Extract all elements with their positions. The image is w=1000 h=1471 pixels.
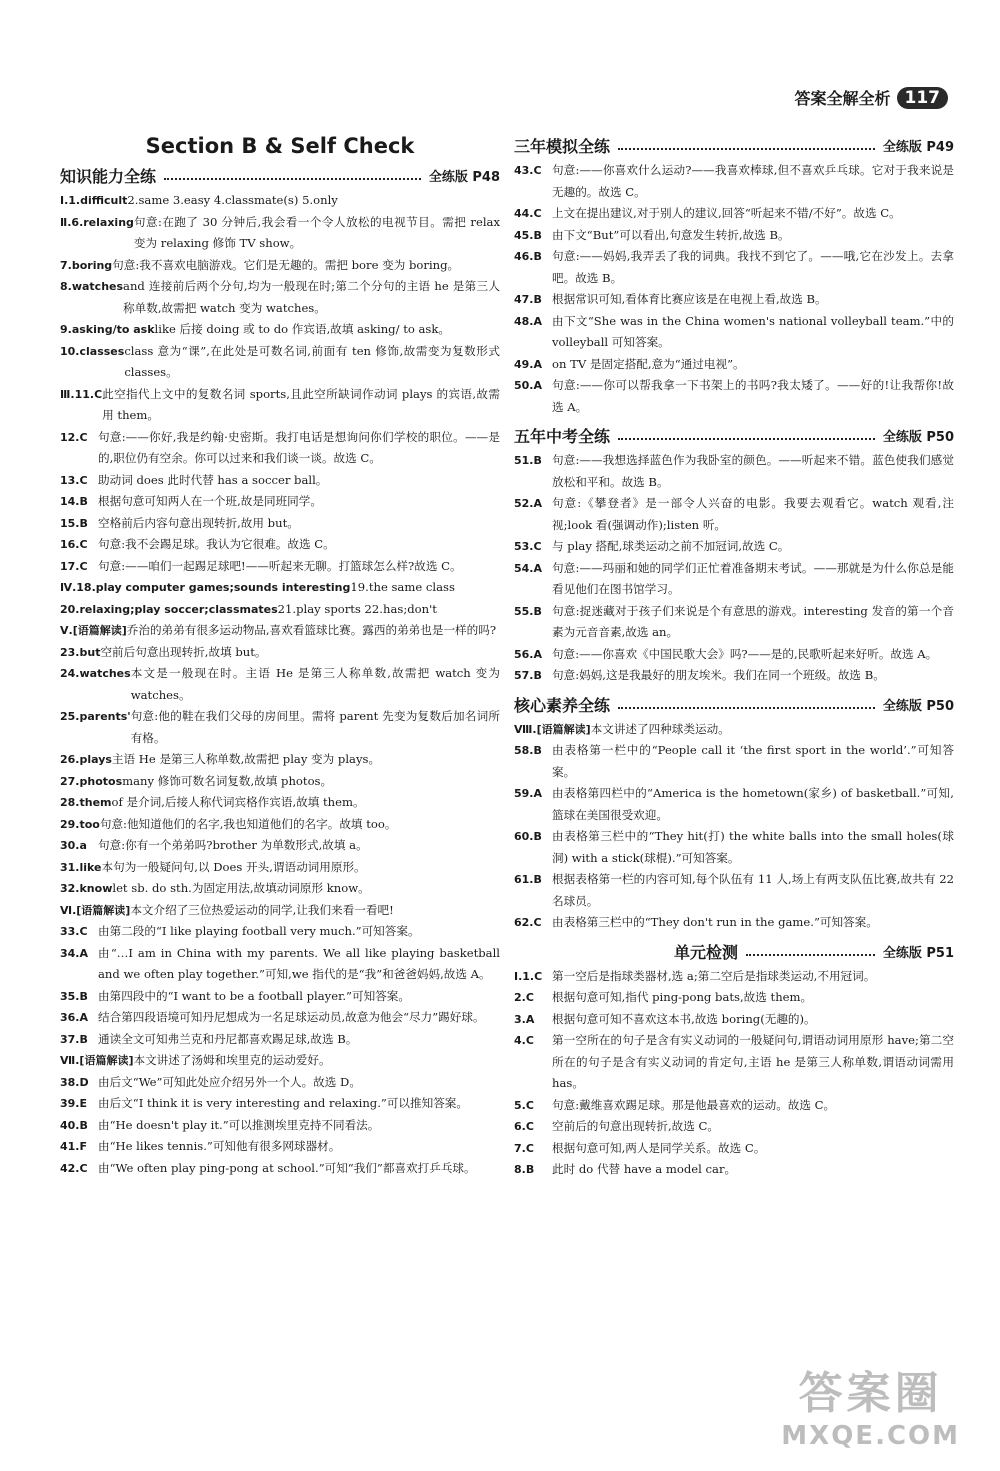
- answer-number: 62.C: [514, 916, 542, 929]
- answer-explanation: 本文是一般现在时。主语 He 是第三人称单数,故需把 watch 变为 watches。: [130, 666, 500, 702]
- section-header: [60, 164, 500, 187]
- answer-number: 25.parents': [60, 710, 131, 723]
- answer-entry: [514, 375, 954, 418]
- answer-number: 61.B: [514, 873, 542, 886]
- answer-entry: [60, 1093, 500, 1115]
- answer-explanation: 句意:在跑了 30 分钟后,我会看一个令人放松的电视节目。需把 relax 变为 relaxing 修饰 TV show。: [133, 214, 500, 250]
- answer-explanation: 此时 do 代替 have a model car。: [552, 1162, 737, 1176]
- answer-explanation: 句意:你有一个弟弟吗?brother 为单数形式,故填 a。: [98, 838, 368, 852]
- answer-number: Ⅰ.1.difficult: [60, 194, 128, 207]
- answer-entry: [60, 384, 500, 427]
- answer-entry: [60, 921, 500, 943]
- dotted-leader: [618, 431, 875, 440]
- answer-number: 33.C: [60, 925, 88, 938]
- answer-explanation: 主语 He 是第三人称单数,故需把 play 变为 plays。: [111, 752, 381, 766]
- answer-number: 45.B: [514, 228, 542, 242]
- answer-entry: [60, 190, 500, 212]
- dotted-leader: [746, 947, 875, 956]
- answer-explanation: 句意:——咱们一起踢足球吧!——听起来无聊。打篮球怎么样?故选 C。: [98, 558, 462, 573]
- answer-explanation: 句意:——我想选择蓝色作为我卧室的颜色。——听起来不错。蓝色使我们感觉放松和平和。故选 B。: [552, 453, 954, 489]
- section-name: 单元检测: [674, 942, 739, 962]
- answer-entry: [60, 513, 500, 535]
- answer-number: 36.A: [60, 1011, 88, 1024]
- answer-explanation: 根据表格第一栏的内容可知,每个队伍有 11 人,场上有两支队伍比赛,故共有 22 名球员。: [552, 872, 954, 908]
- answer-explanation: 句意:——你可以帮我拿一下书架上的书吗?我太矮了。——好的!让我帮你!故选 A。: [552, 378, 954, 414]
- answer-number: 56.A: [514, 647, 542, 661]
- answer-entry: [514, 558, 954, 601]
- answer-explanation: 句意:《攀登者》是一部令人兴奋的电影。我要去观看它。watch 观看,注视;look 看(强调动作);listen 听。: [552, 496, 954, 532]
- answer-number: 48.A: [514, 314, 542, 328]
- answer-number: 50.A: [514, 379, 542, 392]
- answer-explanation: 由后文“We”可知此处应介绍另外一个人。故选 D。: [98, 1074, 361, 1089]
- answer-explanation: 由表格第四栏中的“America is the hometown(家乡) of basketball.”可知,篮球在美国很受欢迎。: [552, 786, 954, 822]
- answer-entry: [60, 1115, 500, 1137]
- answer-number: 17.C: [60, 559, 88, 573]
- section-page-ref: 全练版 P51: [882, 945, 954, 961]
- answer-explanation: like 后接 doing 或 to do 作宾语,故填 asking/ to ask。: [154, 322, 451, 336]
- answer-number: Ⅵ.[语篇解读]: [60, 903, 131, 917]
- answer-explanation: 本文讲述了汤姆和埃里克的运动爱好。: [133, 1053, 331, 1067]
- answer-entry: [514, 203, 954, 225]
- answer-explanation: 由下文“She was in the China women's national volleyball team.”中的 volleyball 可知答案。: [552, 313, 954, 349]
- answer-explanation: 由“…I am in China with my parents. We all like playing basketball and we often play together.”可知,we 指代的是“我”和爸爸妈妈,故选 A。: [98, 945, 500, 981]
- answer-entry: [514, 289, 954, 311]
- answer-explanation: 句意:捉迷藏对于孩子们来说是个有意思的游戏。interesting 发音的第一个音素为元音音素,故选 an。: [552, 603, 954, 639]
- answer-number: 27.photos: [60, 774, 123, 788]
- answer-entry: [514, 826, 954, 869]
- answer-explanation: 句意:——玛丽和她的同学们正忙着准备期末考试。——那就是为什么你总是能看见他们在图书馆学习。: [552, 560, 954, 596]
- right-column: [514, 128, 954, 1181]
- answer-entry: [60, 534, 500, 556]
- answer-explanation: 第一空所在的句子是含有实义动词的一般疑问句,谓语动词用原形 have;第二空所在的句子是含有实义动词的肯定句,主语 he 是第三人称单数,谓语动词需用 has。: [552, 1033, 954, 1090]
- section-page-ref: 全练版 P50: [882, 698, 954, 714]
- page-header: [794, 86, 948, 109]
- answer-number: 31.like: [60, 860, 102, 874]
- answer-number: 34.A: [60, 946, 88, 960]
- answer-number: 8.watches: [60, 280, 124, 293]
- answer-number: 44.C: [514, 207, 542, 220]
- answer-entry: [514, 354, 954, 376]
- section-name: 核心素养全练: [514, 695, 611, 715]
- answer-explanation: 句意:——你喜欢《中国民歌大会》吗?——是的,民歌听起来好听。故选 A。: [552, 646, 938, 661]
- answer-explanation: 根据句意可知两人在一个班,故是同班同学。: [98, 494, 322, 508]
- answer-number: Ⅳ.18.play computer games;sounds interesting: [60, 581, 351, 594]
- answer-entry: [60, 556, 500, 578]
- answer-explanation: 本句为一般疑问句,以 Does 开头,谓语动词用原形。: [101, 859, 366, 874]
- answer-entry: [514, 869, 954, 912]
- section-page-ref: 全练版 P50: [882, 430, 954, 445]
- answer-explanation: 句意:——你喜欢什么运动?——我喜欢棒球,但不喜欢乒乓球。它对于我来说是无趣的。故选 C。: [552, 163, 954, 199]
- answer-explanation: 空前后句意出现转折,故填 but。: [100, 644, 267, 659]
- answer-explanation: 根据句意可知不喜欢这本书,故选 boring(无趣的)。: [552, 1011, 816, 1026]
- answer-entry: [60, 771, 500, 793]
- answer-entry: [60, 1007, 500, 1029]
- answer-explanation: 句意:他的鞋在我们父母的房间里。需将 parent 先变为复数后加名词所有格。: [130, 709, 500, 745]
- answer-entry: [60, 1158, 500, 1180]
- answer-explanation: on TV 是固定搭配,意为“通过电视”。: [552, 356, 745, 371]
- answer-explanation: 句意:他知道他们的名字,我也知道他们的名字。故填 too。: [99, 816, 397, 831]
- answer-number: 7.boring: [60, 258, 113, 272]
- answer-explanation: 由后文“I think it is very interesting and relaxing.”可以推知答案。: [98, 1096, 468, 1110]
- answer-number: 58.B: [514, 744, 542, 757]
- answer-number: 28.them: [60, 796, 112, 809]
- answer-explanation: 本文介绍了三位热爱运动的同学,让我们来看一看吧!: [130, 902, 394, 917]
- section-page-ref: 全练版 P48: [428, 170, 500, 185]
- answer-explanation: 此空指代上文中的复数名词 sports,且此空所缺词作动词 plays 的宾语,故需用 them。: [102, 386, 500, 422]
- answer-entry: [60, 255, 500, 277]
- answer-explanation: 第一空后是指球类器材,选 a;第二空后是指球类运动,不用冠词。: [552, 968, 876, 983]
- answer-number: 52.A: [514, 497, 542, 510]
- answer-entry: [60, 577, 500, 599]
- answer-entry: [60, 663, 500, 706]
- answer-number: 42.C: [60, 1161, 88, 1175]
- answer-number: 3.A: [514, 1012, 535, 1026]
- answer-entry: [514, 1116, 954, 1138]
- answer-entry: [514, 493, 954, 536]
- answer-number: 13.C: [60, 473, 88, 487]
- answer-entry: [60, 943, 500, 986]
- answer-entry: [514, 665, 954, 687]
- answer-entry: [60, 1072, 500, 1094]
- answer-number: 10.classes: [60, 344, 125, 358]
- dotted-leader: [618, 141, 875, 150]
- section-name: 五年中考全练: [514, 427, 611, 446]
- answer-number: 24.watches: [60, 667, 131, 680]
- section-title: Section B & Self Check: [145, 134, 415, 158]
- answer-number: 35.B: [60, 989, 88, 1003]
- answer-explanation: 助动词 does 此时代替 has a soccer ball。: [98, 472, 328, 487]
- watermark-cn: 答案圈: [798, 1368, 943, 1419]
- answer-explanation: 由第二段的“I like playing football very much.”可知答案。: [98, 924, 420, 938]
- answer-explanation: 19.the same class: [350, 580, 455, 594]
- section-page-ref: 全练版 P49: [882, 140, 954, 155]
- answer-number: 2.C: [514, 991, 534, 1004]
- answer-entry: [514, 1159, 954, 1181]
- answer-entry: [60, 706, 500, 749]
- answer-explanation: 21.play sports 22.has;don't: [277, 601, 437, 616]
- answer-entry: [514, 450, 954, 493]
- answer-entry: [514, 1095, 954, 1117]
- answer-number: 32.know: [60, 882, 113, 895]
- answer-number: Ⅶ.[语篇解读]: [60, 1054, 134, 1067]
- left-column: [60, 128, 500, 1179]
- answer-number: Ⅰ.1.C: [514, 969, 543, 983]
- answer-entry: [60, 491, 500, 513]
- answer-explanation: class 意为“课”,在此处是可数名词,前面有 ten 修饰,故需变为复数形式 classes。: [124, 343, 500, 379]
- answer-number: 53.C: [514, 540, 542, 553]
- answer-number: 9.asking/to ask: [60, 323, 155, 336]
- answer-entry: [60, 1029, 500, 1051]
- answer-entry: [60, 276, 500, 319]
- answer-number: 40.B: [60, 1118, 88, 1132]
- answer-entry: [60, 319, 500, 341]
- answer-explanation: of 是介词,后接人称代词宾格作宾语,故填 them。: [111, 795, 365, 809]
- section-name: 知识能力全练: [60, 167, 157, 186]
- answer-explanation: 由“He doesn't play it.”可以推测埃里克持不同看法。: [98, 1117, 380, 1132]
- watermark-en: MXQE.COM: [781, 1421, 960, 1451]
- answer-explanation: 由表格第三栏中的“They don't run in the game.”可知答案。: [552, 915, 878, 929]
- answer-number: 38.D: [60, 1075, 89, 1089]
- answer-explanation: 通读全文可知弗兰克和丹尼都喜欢踢足球,故选 B。: [98, 1031, 358, 1046]
- answer-explanation: 句意:我不会踢足球。我认为它很难。故选 C。: [98, 537, 335, 551]
- answer-entry: [60, 470, 500, 492]
- dotted-leader: [164, 171, 421, 180]
- answer-entry: [60, 878, 500, 900]
- answer-entry: [514, 1030, 954, 1095]
- answer-explanation: 由表格第一栏中的“People call it ‘the first sport in the world’.”可知答案。: [552, 743, 954, 779]
- answer-number: 46.B: [514, 250, 542, 263]
- answer-explanation: 根据句意可知,两人是同学关系。故选 C。: [552, 1140, 766, 1155]
- answer-entry: [60, 814, 500, 836]
- answer-number: 7.C: [514, 1141, 534, 1155]
- answer-explanation: 根据常识可知,看体育比赛应该是在电视上看,故选 B。: [552, 292, 827, 306]
- answer-entry: [60, 642, 500, 664]
- answer-number: Ⅷ.[语篇解读]: [514, 722, 591, 736]
- answer-entry: [60, 857, 500, 879]
- answer-number: 57.B: [514, 669, 542, 682]
- answer-entry: [514, 644, 954, 666]
- answer-explanation: let sb. do sth.为固定用法,故填动词原形 know。: [112, 881, 370, 895]
- answer-number: 59.A: [514, 787, 542, 800]
- answer-explanation: 结合第四段语境可知丹尼想成为一名足球运动员,故意为他会“尽力”踢好球。: [98, 1010, 485, 1024]
- answer-number: 39.E: [60, 1097, 88, 1110]
- dotted-leader: [618, 700, 875, 709]
- answer-number: Ⅴ.[语篇解读]: [60, 624, 127, 637]
- section-name: 三年模拟全练: [514, 137, 611, 156]
- answer-explanation: and 连接前后两个分句,均为一般现在时;第二个分句的主语 he 是第三人称单数,故需把 watch 变为 watches。: [123, 279, 500, 315]
- section-header: [514, 940, 954, 963]
- answer-entry: [514, 311, 954, 354]
- section-header: [514, 424, 954, 447]
- answer-number: 43.C: [514, 164, 542, 177]
- answer-explanation: 句意:——你好,我是约翰·史密斯。我打电话是想询问你们学校的职位。——是的,职位仍有空余。你可以过来和我们谈一谈。故选 C。: [98, 429, 500, 465]
- answer-number: 37.B: [60, 1032, 88, 1046]
- answer-entry: [60, 212, 500, 255]
- answer-number: 12.C: [60, 430, 88, 444]
- answer-number: 49.A: [514, 357, 542, 371]
- answer-explanation: 由第四段中的“I want to be a football player.”可知答案。: [98, 988, 410, 1003]
- answer-number: 6.C: [514, 1120, 534, 1133]
- answer-explanation: 由“He likes tennis.”可知他有很多网球器材。: [98, 1139, 341, 1153]
- answer-explanation: 本文讲述了四种球类运动。: [590, 721, 730, 736]
- answer-entry: [60, 900, 500, 922]
- answer-number: Ⅱ.6.relaxing: [60, 215, 134, 229]
- answer-explanation: 空格前后内容句意出现转折,故用 but。: [98, 515, 299, 530]
- answer-explanation: 由下文“But”可以看出,句意发生转折,故选 B。: [552, 227, 790, 242]
- answer-entry: [60, 599, 500, 621]
- section-header: [514, 134, 954, 157]
- answer-entry: [60, 749, 500, 771]
- answer-explanation: 句意:妈妈,这是我最好的朋友埃米。我们在同一个班级。故选 B。: [552, 668, 885, 682]
- answer-number: 55.B: [514, 604, 542, 618]
- answer-entry: [514, 225, 954, 247]
- answer-number: 23.but: [60, 645, 101, 659]
- section-header: [514, 693, 954, 716]
- answer-entry: [514, 1138, 954, 1160]
- answer-number: 15.B: [60, 516, 88, 530]
- answer-number: 16.C: [60, 538, 88, 551]
- answer-explanation: 由“We often play ping-pong at school.”可知“我们”都喜欢打乒乓球。: [98, 1160, 476, 1175]
- answer-entry: [60, 792, 500, 814]
- answer-number: 14.B: [60, 495, 88, 508]
- answer-entry: [60, 986, 500, 1008]
- header-title: 答案全解全析: [794, 89, 891, 108]
- answer-number: 29.too: [60, 817, 100, 831]
- answer-entry: [60, 341, 500, 384]
- answer-explanation: 2.same 3.easy 4.classmate(s) 5.only: [127, 193, 338, 207]
- answer-entry: [514, 1009, 954, 1031]
- answer-explanation: 空前后的句意出现转折,故选 C。: [552, 1119, 719, 1133]
- answer-number: 4.C: [514, 1034, 534, 1047]
- answer-explanation: 由表格第三栏中的“They hit(打) the white balls into the small holes(球洞) with a stick(球棍).”可知答案。: [552, 829, 954, 865]
- answer-explanation: 上文在提出建议,对于别人的建议,回答“听起来不错/不好”。故选 C。: [552, 206, 901, 220]
- answer-number: 51.B: [514, 454, 542, 467]
- answer-explanation: 句意:我不喜欢电脑游戏。它们是无趣的。需把 bore 变为 boring。: [112, 257, 460, 272]
- answer-explanation: 句意:戴维喜欢踢足球。那是他最喜欢的运动。故选 C。: [552, 1097, 836, 1112]
- answer-explanation: 根据句意可知,指代 ping-pong bats,故选 them。: [552, 990, 813, 1004]
- answer-number: 54.A: [514, 561, 542, 575]
- answer-number: 5.C: [514, 1098, 534, 1112]
- watermark-logo: [781, 1357, 960, 1451]
- answer-number: 20.relaxing;play soccer;classmates: [60, 602, 278, 616]
- answer-entry: [60, 427, 500, 470]
- answer-number: 26.plays: [60, 753, 112, 766]
- answer-number: 8.B: [514, 1163, 535, 1176]
- answer-number: 41.F: [60, 1140, 88, 1153]
- answer-entry: [60, 1050, 500, 1072]
- answer-number: Ⅲ.11.C: [60, 387, 103, 401]
- answer-entry: [60, 620, 500, 642]
- answer-entry: [514, 719, 954, 741]
- answer-number: 47.B: [514, 293, 542, 306]
- answer-entry: [514, 912, 954, 934]
- answer-explanation: 与 play 搭配,球类运动之前不加冠词,故选 C。: [552, 539, 790, 553]
- answer-entry: [60, 835, 500, 857]
- answer-entry: [514, 783, 954, 826]
- answer-entry: [514, 740, 954, 783]
- answer-number: 60.B: [514, 830, 542, 843]
- answer-entry: [514, 160, 954, 203]
- answer-explanation: many 修饰可数名词复数,故填 photos。: [122, 773, 333, 788]
- answer-explanation: 乔治的弟弟有很多运动物品,喜欢看篮球比赛。露西的弟弟也是一样的吗?: [126, 623, 497, 637]
- answer-entry: [514, 987, 954, 1009]
- answer-number: 30.a: [60, 839, 87, 852]
- answer-entry: [514, 966, 954, 988]
- answer-entry: [514, 536, 954, 558]
- answer-entry: [514, 246, 954, 289]
- answer-entry: [60, 1136, 500, 1158]
- page-number: 117: [897, 87, 949, 109]
- answer-explanation: 句意:——妈妈,我弄丢了我的词典。我找不到它了。——哦,它在沙发上。去拿吧。故选 B。: [552, 249, 954, 285]
- answer-entry: [514, 601, 954, 644]
